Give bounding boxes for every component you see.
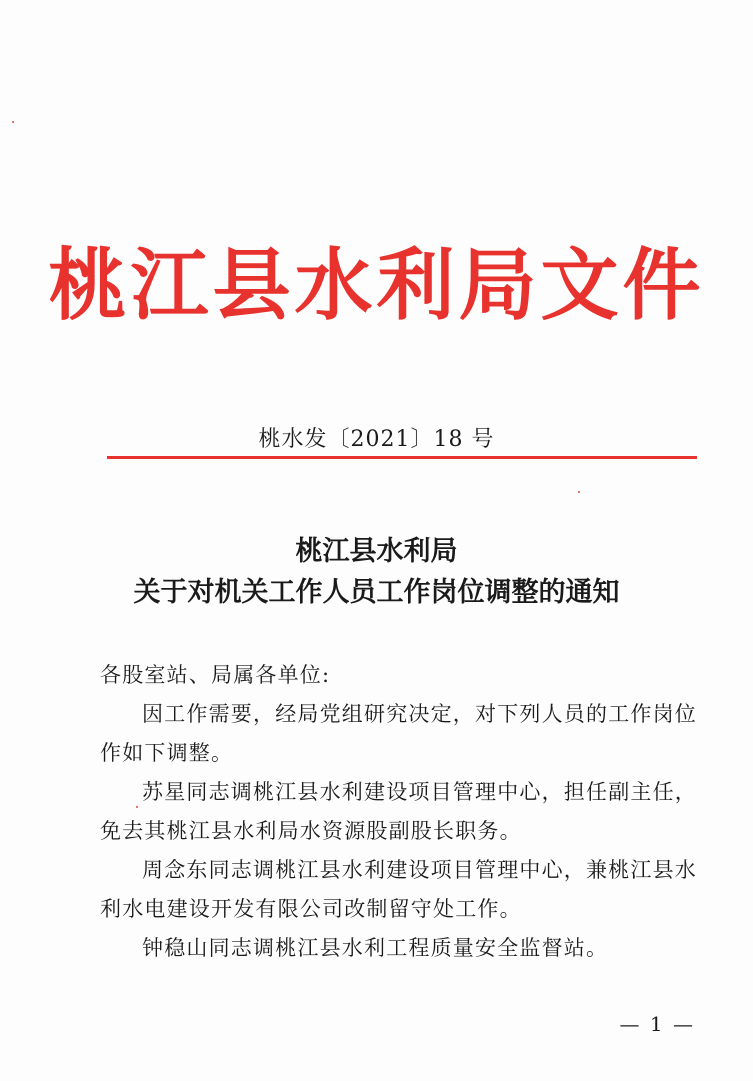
body-paragraph: 苏星同志调桃江县水利建设项目管理中心，担任副主任，免去其桃江县水利局水资源股副股长职务。 <box>100 780 697 843</box>
notice-body <box>100 656 706 968</box>
page-number: — 1 — <box>619 1012 695 1036</box>
scan-speck <box>136 806 138 808</box>
red-divider-line <box>107 456 697 459</box>
document-number: 桃水发〔2021〕18 号 <box>258 427 495 452</box>
body-paragraph: 钟稳山同志调桃江县水利工程质量安全监督站。 <box>142 936 609 960</box>
scan-speck <box>12 121 14 123</box>
document-header-title: 桃江县水利局文件 <box>48 241 705 331</box>
scan-speck <box>578 491 580 493</box>
body-paragraph: 因工作需要，经局党组研究决定，对下列人员的工作岗位作如下调整。 <box>100 702 697 765</box>
body-paragraph: 周念东同志调桃江县水利建设项目管理中心，兼桃江县水利水电建设开发有限公司改制留守处工作。 <box>100 858 697 921</box>
salutation: 各股室站、局属各单位: <box>100 663 331 687</box>
notice-title-line1: 桃江县水利局 <box>295 536 458 567</box>
notice-title-line2: 关于对机关工作人员工作岗位调整的通知 <box>133 577 620 608</box>
